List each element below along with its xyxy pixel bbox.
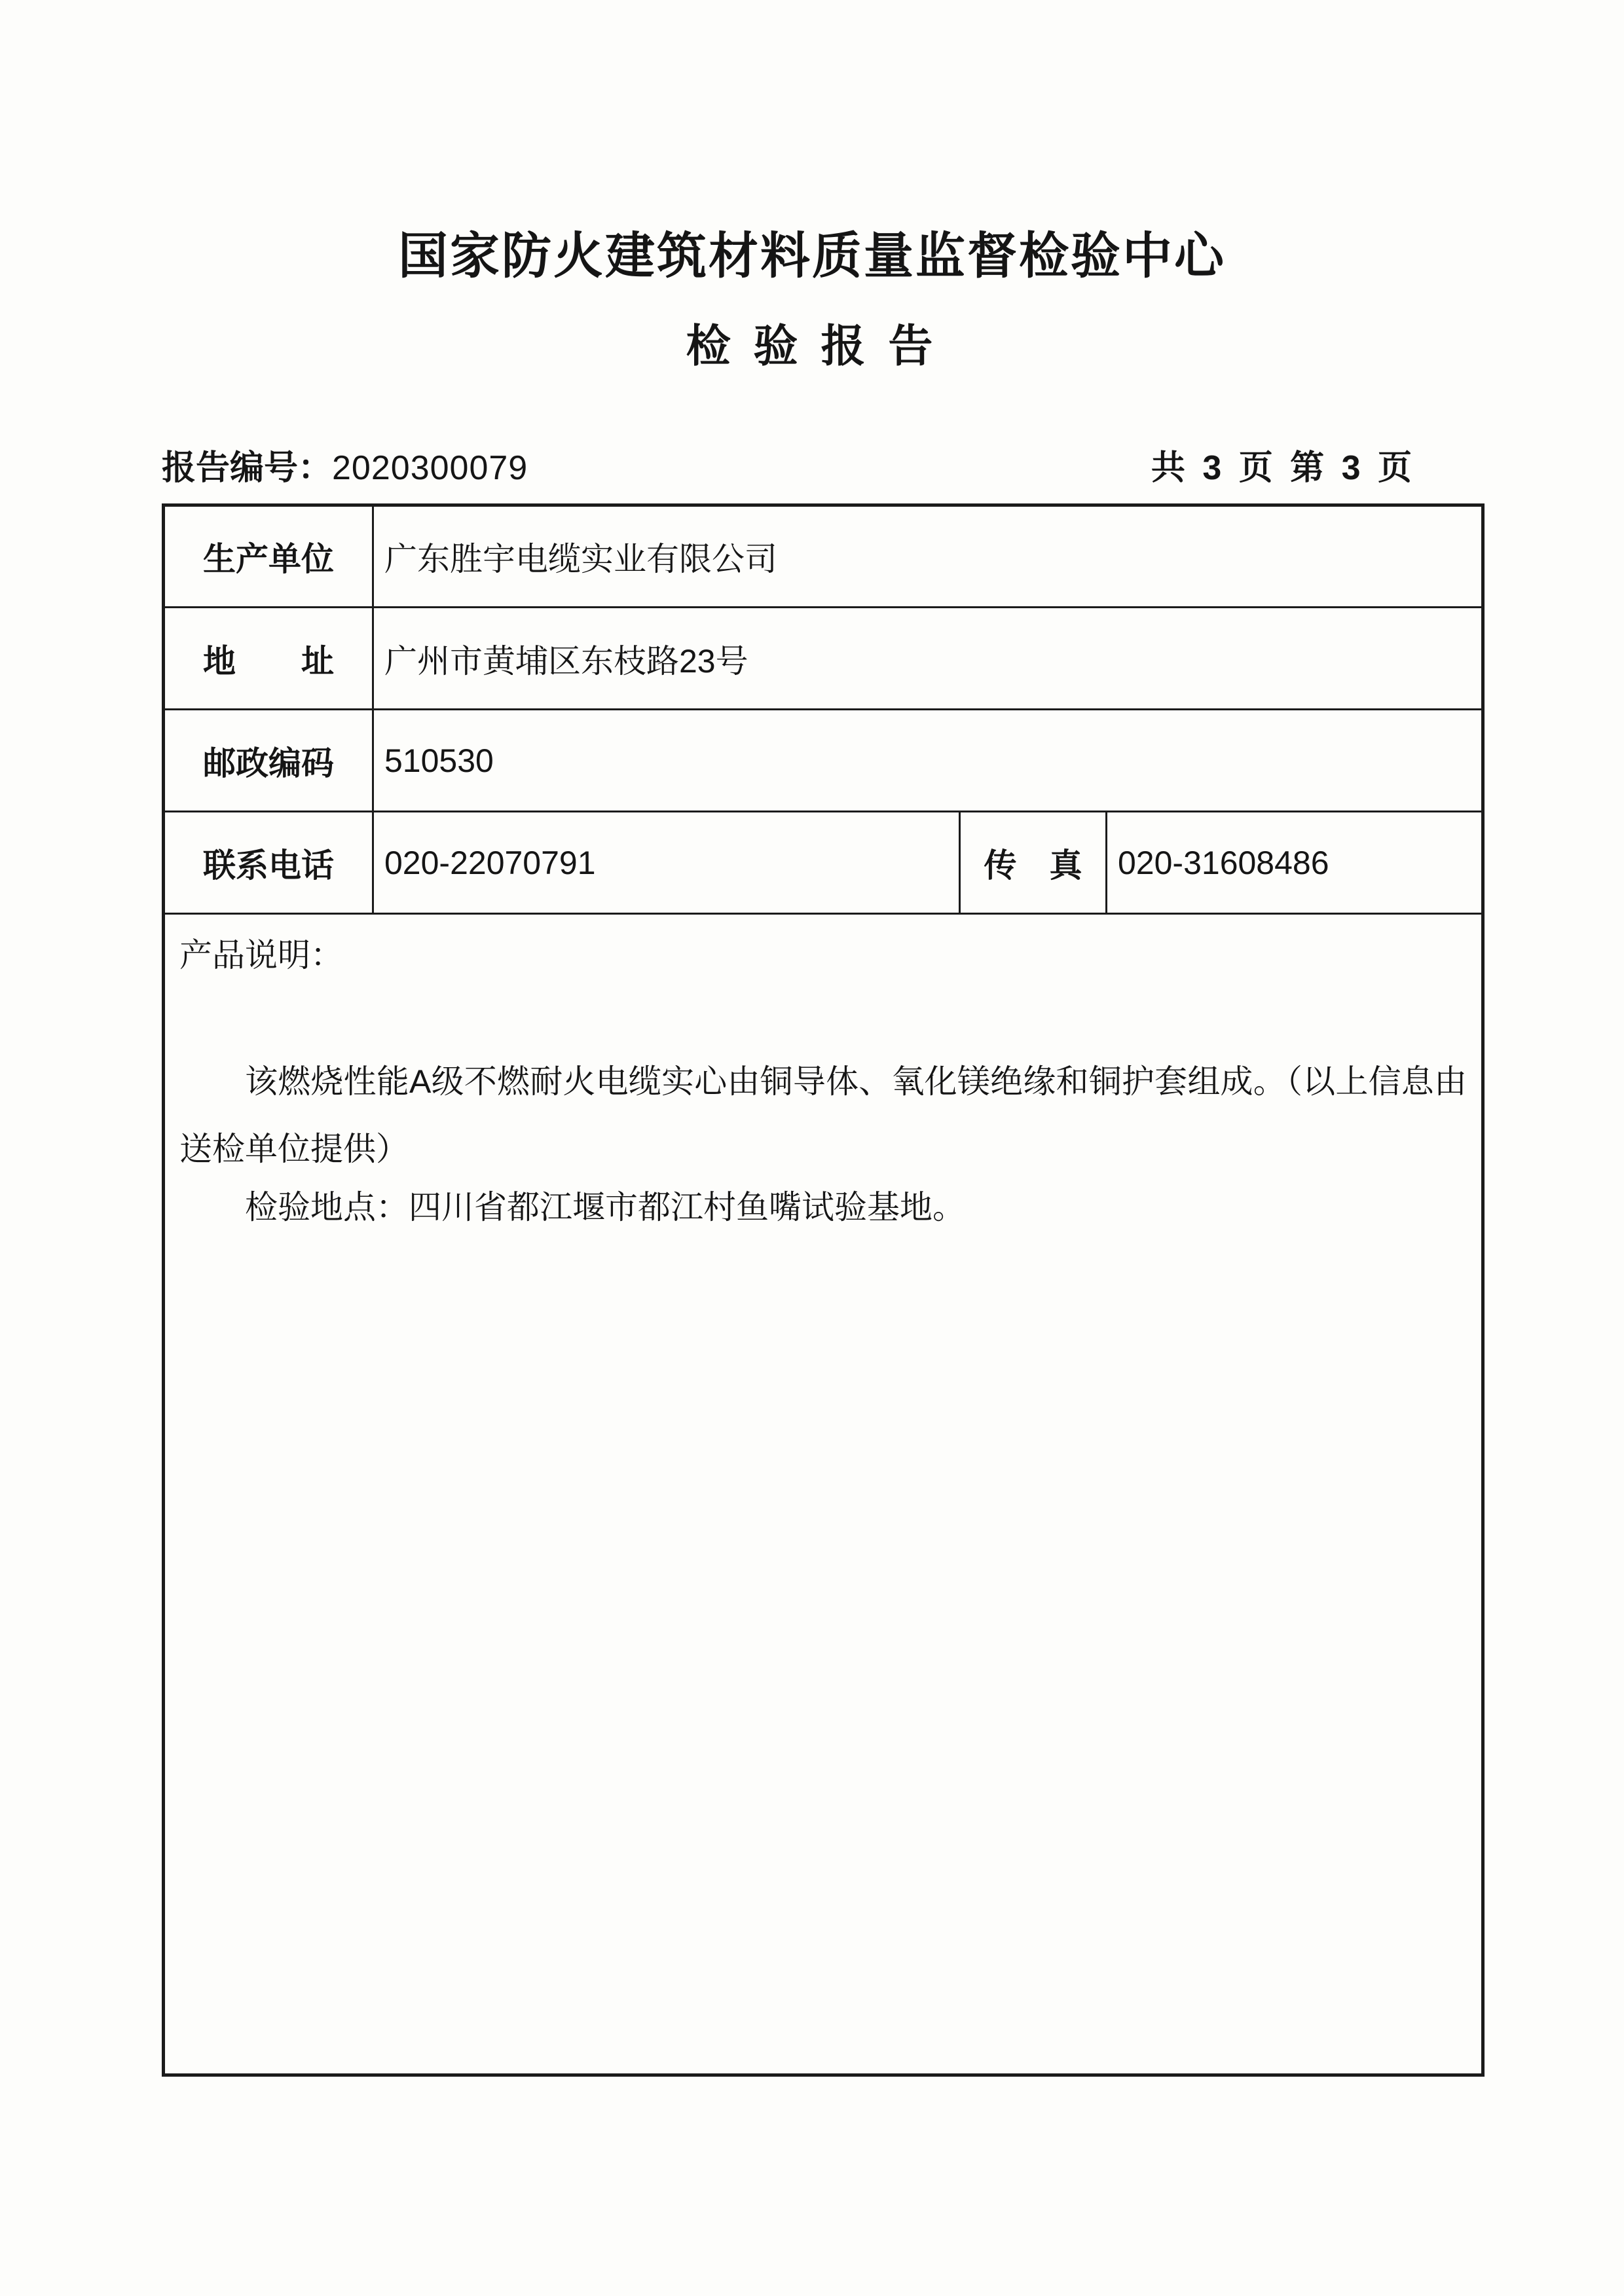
report-number-label: 报告编号： — [162, 449, 333, 487]
product-description-text: 该燃烧性能A级不燃耐火电缆实心由铜导体、氧化镁绝缘和铜护套组成。（以上信息由送检单位提供） — [179, 1063, 1467, 1167]
phone-label-cell: 联系电话 — [164, 812, 373, 914]
producer-value-cell: 广东胜宇电缆实业有限公司 — [373, 505, 1483, 608]
table-row-postcode — [164, 710, 1483, 812]
table-row-product-description — [164, 914, 1483, 2075]
product-description-heading: 产品说明： — [179, 937, 343, 974]
address-value-cell: 广州市黄埔区东枝路23号 — [373, 608, 1483, 710]
postcode-value-cell: 510530 — [373, 710, 1483, 812]
page-info: 共 3 页 第 3 页 — [1151, 449, 1416, 487]
report-number-line — [162, 440, 528, 489]
table-row-producer — [164, 505, 1483, 608]
address-label-cell: 地 址 — [164, 608, 373, 710]
postcode-label-cell: 邮政编码 — [164, 710, 373, 812]
fax-value-cell: 020-31608486 — [1107, 812, 1483, 914]
info-table — [162, 503, 1485, 2077]
table-row-address — [164, 608, 1483, 710]
report-title: 检 验 报 告 — [686, 321, 938, 371]
phone-value-cell: 020-22070791 — [373, 812, 960, 914]
inspection-location-text: 检验地点：四川省都江堰市都江村鱼嘴试验基地。 — [245, 1189, 965, 1226]
table-row-phone-fax — [164, 812, 1483, 914]
fax-label-cell: 传 真 — [960, 812, 1107, 914]
meta-row — [162, 440, 1481, 489]
report-number-value: 2020300079 — [332, 449, 528, 487]
product-description-cell — [164, 914, 1483, 2075]
producer-label-cell: 生产单位 — [164, 505, 373, 608]
report-header — [0, 0, 1624, 374]
org-title: 国家防火建筑材料质量监督检验中心 — [398, 228, 1226, 284]
